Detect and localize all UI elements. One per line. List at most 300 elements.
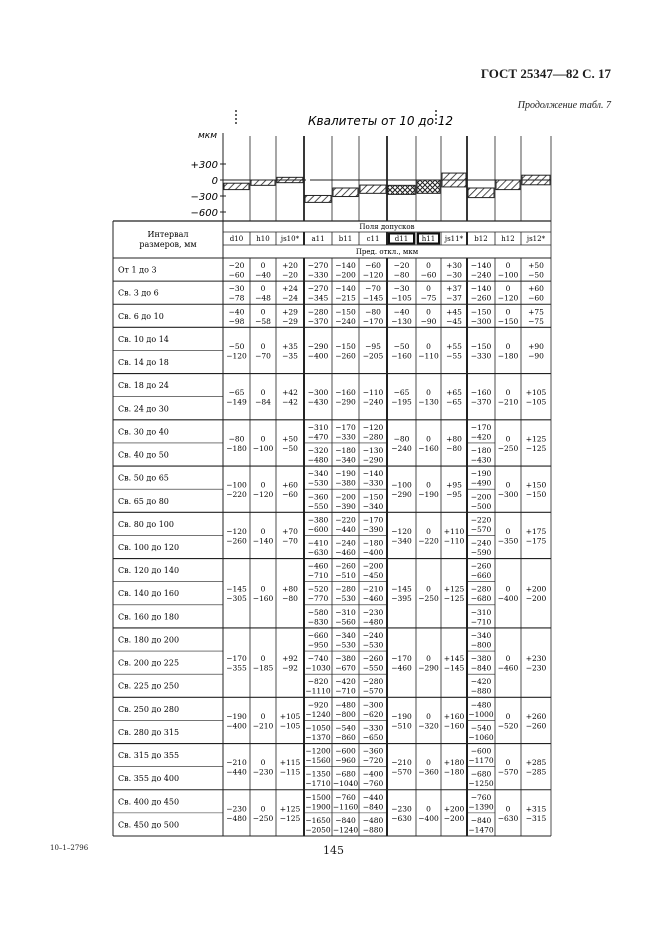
lower-deviation: −1240 — [305, 709, 331, 719]
size-interval: Св. 40 до 50 — [118, 450, 169, 460]
lower-deviation: −130 — [418, 397, 439, 407]
lower-deviation: −650 — [362, 732, 384, 742]
upper-deviation: −150 — [335, 341, 356, 351]
upper-deviation: −440 — [362, 792, 384, 802]
lower-deviation: −130 — [391, 316, 412, 326]
lower-deviation: −160 — [443, 721, 465, 731]
upper-deviation: −280 — [470, 584, 492, 594]
lower-deviation: −160 — [252, 594, 274, 604]
size-interval: Св. 355 до 400 — [118, 774, 180, 784]
lower-deviation: −1250 — [468, 779, 494, 789]
upper-deviation: −60 — [365, 261, 381, 271]
lower-deviation: −345 — [307, 293, 329, 303]
lower-deviation: −400 — [497, 594, 519, 604]
upper-deviation: +29 — [282, 307, 298, 317]
upper-deviation: 0 — [505, 526, 511, 536]
column-header-h11: h11 — [421, 235, 436, 243]
upper-deviation: −280 — [362, 677, 384, 687]
lower-deviation: −290 — [418, 663, 439, 673]
upper-deviation: −1200 — [305, 746, 331, 756]
lower-deviation: −1060 — [468, 732, 494, 742]
lower-deviation: −70 — [282, 536, 298, 546]
upper-deviation: −150 — [335, 307, 356, 317]
lower-deviation: −230 — [525, 663, 547, 673]
upper-deviation: +75 — [528, 307, 544, 317]
lower-deviation: −395 — [391, 594, 412, 604]
upper-deviation: +105 — [279, 711, 301, 721]
upper-deviation: −120 — [362, 422, 384, 432]
lower-deviation: −710 — [470, 617, 492, 627]
upper-deviation: −760 — [335, 792, 356, 802]
upper-deviation: −600 — [470, 746, 492, 756]
size-interval: Св. 180 до 200 — [118, 635, 180, 645]
lower-deviation: −770 — [307, 594, 329, 604]
lower-deviation: −20 — [282, 270, 298, 280]
upper-deviation: −140 — [362, 469, 384, 479]
upper-deviation: −280 — [335, 584, 356, 594]
upper-deviation: 0 — [426, 284, 431, 294]
upper-deviation: +45 — [446, 307, 462, 317]
lower-deviation: −450 — [362, 571, 384, 581]
upper-deviation: +42 — [282, 388, 298, 398]
upper-deviation: +145 — [443, 654, 465, 664]
column-header-a11: a11 — [311, 235, 325, 243]
upper-deviation: −220 — [470, 515, 492, 525]
upper-deviation: 0 — [260, 284, 266, 294]
lower-deviation: −1390 — [468, 802, 494, 812]
lower-deviation: −355 — [226, 663, 247, 673]
upper-deviation: −680 — [470, 769, 492, 779]
upper-deviation: −1350 — [305, 769, 331, 779]
upper-deviation: −660 — [307, 630, 329, 640]
upper-deviation: 0 — [505, 284, 511, 294]
lower-deviation: −100 — [252, 443, 274, 453]
lower-deviation: −230 — [252, 767, 274, 777]
size-interval: Св. 250 до 280 — [118, 704, 180, 714]
upper-deviation: −170 — [335, 422, 356, 432]
upper-deviation: 0 — [505, 434, 511, 444]
upper-deviation: −160 — [335, 388, 356, 398]
upper-deviation: +105 — [525, 388, 547, 398]
lower-deviation: −1470 — [468, 825, 494, 835]
upper-deviation: −540 — [470, 723, 492, 733]
lower-deviation: −105 — [525, 397, 547, 407]
size-interval: Св. 65 до 80 — [118, 496, 169, 506]
upper-deviation: −180 — [470, 446, 492, 456]
upper-deviation: −150 — [470, 341, 492, 351]
lower-deviation: −520 — [497, 721, 519, 731]
lower-deviation: −92 — [282, 663, 298, 673]
upper-deviation: −30 — [393, 284, 410, 294]
lower-deviation: −78 — [228, 293, 245, 303]
lower-deviation: −290 — [335, 397, 356, 407]
upper-deviation: −120 — [226, 526, 247, 536]
table-continuation-label: Продолжение табл. 7 — [517, 100, 611, 111]
upper-deviation: +115 — [279, 758, 301, 768]
upper-deviation: 0 — [260, 480, 266, 490]
lower-deviation: −630 — [497, 813, 519, 823]
upper-deviation: 0 — [426, 307, 431, 317]
lower-deviation: −390 — [362, 524, 384, 534]
lower-deviation: −1000 — [468, 709, 494, 719]
upper-deviation: +24 — [282, 284, 298, 294]
upper-deviation: −310 — [307, 422, 329, 432]
lower-deviation: −80 — [393, 270, 410, 280]
lower-deviation: −40 — [255, 270, 271, 280]
lower-deviation: −400 — [226, 721, 247, 731]
scale-label: −600 — [190, 208, 218, 219]
lower-deviation: −530 — [307, 478, 329, 488]
lower-deviation: −1370 — [305, 732, 331, 742]
upper-deviation: −520 — [307, 584, 329, 594]
upper-deviation: −230 — [362, 607, 384, 617]
size-interval: От 1 до 3 — [118, 265, 157, 275]
upper-deviation: −260 — [362, 654, 384, 664]
upper-deviation: −300 — [307, 388, 329, 398]
lower-deviation: −1240 — [332, 825, 359, 835]
upper-deviation: 0 — [505, 654, 511, 664]
lower-deviation: −680 — [470, 594, 492, 604]
upper-deviation: −70 — [365, 284, 381, 294]
lower-deviation: −180 — [226, 443, 247, 453]
lower-deviation: −80 — [282, 594, 298, 604]
upper-deviation: +175 — [525, 526, 547, 536]
lower-deviation: −2050 — [305, 825, 331, 835]
lower-deviation: −190 — [418, 490, 439, 500]
upper-deviation: −50 — [393, 341, 410, 351]
column-header-js11: js11* — [444, 235, 464, 243]
upper-deviation: −280 — [307, 307, 329, 317]
lower-deviation: −105 — [391, 293, 412, 303]
upper-deviation: −300 — [362, 700, 384, 710]
lower-deviation: −560 — [335, 617, 356, 627]
lower-deviation: −260 — [226, 536, 247, 546]
upper-deviation: 0 — [426, 654, 431, 664]
lower-deviation: −250 — [497, 443, 519, 453]
upper-deviation: +65 — [446, 388, 462, 398]
upper-deviation: +200 — [443, 804, 465, 814]
lower-deviation: −90 — [420, 316, 437, 326]
lower-deviation: −400 — [307, 351, 329, 361]
upper-deviation: −40 — [228, 307, 245, 317]
size-interval: Св. 30 до 40 — [118, 427, 169, 437]
column-header-d10: d10 — [229, 235, 244, 243]
upper-deviation: −80 — [365, 307, 381, 317]
upper-deviation: +35 — [282, 341, 298, 351]
upper-deviation: −330 — [362, 723, 384, 733]
lower-deviation: −150 — [525, 490, 547, 500]
upper-deviation: −140 — [470, 261, 492, 271]
lower-deviation: −1110 — [305, 686, 331, 696]
upper-deviation: −50 — [228, 341, 245, 351]
lower-deviation: −570 — [497, 767, 519, 777]
lower-deviation: −60 — [528, 293, 544, 303]
upper-deviation: −145 — [226, 584, 247, 594]
upper-deviation: 0 — [505, 711, 511, 721]
lower-deviation: −80 — [446, 443, 462, 453]
lower-deviation: −120 — [252, 490, 274, 500]
lower-deviation: −510 — [335, 571, 356, 581]
lower-deviation: −330 — [335, 432, 356, 442]
upper-deviation: −80 — [393, 434, 410, 444]
lower-deviation: −400 — [418, 813, 439, 823]
upper-deviation: 0 — [426, 341, 431, 351]
upper-deviation: −190 — [470, 469, 492, 479]
size-interval: Св. 140 до 160 — [118, 589, 180, 599]
lower-deviation: −460 — [362, 594, 384, 604]
upper-deviation: +92 — [282, 654, 298, 664]
lower-deviation: −105 — [279, 721, 301, 731]
lower-deviation: −330 — [362, 478, 384, 488]
upper-deviation: −190 — [335, 469, 356, 479]
upper-deviation: −480 — [362, 815, 384, 825]
lower-deviation: −1710 — [305, 779, 331, 789]
upper-deviation: −110 — [362, 388, 384, 398]
upper-deviation: +180 — [443, 758, 465, 768]
lower-deviation: −215 — [335, 293, 356, 303]
lower-deviation: −550 — [307, 501, 329, 511]
upper-deviation: −20 — [393, 261, 410, 271]
upper-deviation: +125 — [443, 584, 465, 594]
upper-deviation: −1650 — [305, 815, 331, 825]
lower-deviation: −370 — [307, 316, 329, 326]
size-interval: Св. 450 до 500 — [118, 820, 180, 830]
upper-deviation: −150 — [362, 492, 384, 502]
size-interval: Св. 6 до 10 — [118, 311, 164, 321]
lower-deviation: −250 — [252, 813, 274, 823]
upper-deviation: −360 — [362, 746, 384, 756]
upper-deviation: 0 — [426, 434, 431, 444]
lower-deviation: −70 — [255, 351, 271, 361]
upper-deviation: +80 — [282, 584, 298, 594]
lower-deviation: −58 — [255, 316, 271, 326]
lower-deviation: −420 — [470, 432, 492, 442]
upper-deviation: 0 — [260, 526, 266, 536]
lower-deviation: −110 — [443, 536, 465, 546]
lower-deviation: −950 — [307, 640, 329, 650]
lower-deviation: −1170 — [468, 756, 494, 766]
upper-deviation: +50 — [282, 434, 298, 444]
lower-deviation: −45 — [446, 316, 462, 326]
lower-deviation: −260 — [525, 721, 547, 731]
lower-deviation: −670 — [335, 663, 356, 673]
lower-deviation: −490 — [470, 478, 492, 488]
interval-header-line: размеров, мм — [139, 240, 197, 249]
upper-deviation: −140 — [335, 284, 356, 294]
column-header-c11: c11 — [366, 235, 380, 243]
upper-deviation: −230 — [226, 804, 247, 814]
lower-deviation: −330 — [470, 351, 492, 361]
print-code: 10–1–2796 — [50, 844, 89, 852]
lower-deviation: −1040 — [332, 779, 359, 789]
lower-deviation: −710 — [307, 571, 329, 581]
upper-deviation: −760 — [470, 792, 492, 802]
lower-deviation: −300 — [497, 490, 519, 500]
lower-deviation: −240 — [470, 270, 492, 280]
lower-deviation: −530 — [335, 594, 356, 604]
upper-deviation: 0 — [505, 584, 511, 594]
upper-deviation: +285 — [525, 758, 547, 768]
size-interval: Св. 160 до 180 — [118, 612, 180, 622]
upper-deviation: −920 — [307, 700, 329, 710]
upper-deviation: −170 — [226, 654, 247, 664]
upper-deviation: −130 — [362, 446, 384, 456]
upper-deviation: +260 — [525, 711, 547, 721]
column-header-js12: js12* — [526, 235, 546, 243]
upper-deviation: −290 — [307, 341, 329, 351]
lower-deviation: −200 — [443, 813, 465, 823]
lower-deviation: −400 — [362, 548, 384, 557]
lower-deviation: −140 — [252, 536, 274, 546]
upper-deviation: 0 — [260, 261, 266, 271]
lower-deviation: −65 — [446, 397, 462, 407]
lower-deviation: −600 — [307, 524, 329, 534]
lower-deviation: −1160 — [332, 802, 359, 812]
lower-deviation: −880 — [362, 825, 384, 835]
lower-deviation: −480 — [307, 455, 329, 465]
lower-deviation: −1030 — [305, 663, 331, 673]
upper-deviation: 0 — [505, 261, 511, 271]
lower-deviation: −570 — [362, 686, 384, 696]
lower-deviation: −350 — [497, 536, 519, 546]
upper-deviation: +95 — [446, 480, 462, 490]
upper-deviation: −210 — [226, 758, 247, 768]
upper-deviation: −360 — [307, 492, 329, 502]
upper-deviation: −840 — [470, 815, 492, 825]
lower-deviation: −260 — [335, 351, 356, 361]
lower-deviation: −300 — [470, 316, 492, 326]
upper-deviation: −100 — [226, 480, 247, 490]
lower-deviation: −260 — [470, 293, 492, 303]
lower-deviation: −220 — [226, 490, 247, 500]
size-interval: Св. 50 до 65 — [118, 473, 169, 483]
lower-deviation: −570 — [391, 767, 412, 777]
upper-deviation: −170 — [470, 422, 492, 432]
lower-deviation: −430 — [470, 455, 492, 465]
upper-deviation: −240 — [362, 630, 384, 640]
lower-deviation: −830 — [307, 617, 329, 627]
upper-deviation: 0 — [505, 480, 511, 490]
upper-deviation: −230 — [391, 804, 412, 814]
upper-deviation: 0 — [260, 584, 266, 594]
upper-deviation: +125 — [279, 804, 301, 814]
lower-deviation: −195 — [391, 397, 412, 407]
upper-deviation: −200 — [335, 492, 356, 502]
lower-deviation: −710 — [335, 686, 356, 696]
lower-deviation: −120 — [362, 270, 384, 280]
lower-deviation: −800 — [470, 640, 492, 650]
lower-deviation: −200 — [525, 594, 547, 604]
deviation-header: Пред. откл., мкм — [355, 248, 419, 256]
lower-deviation: −460 — [497, 663, 519, 673]
lower-deviation: −60 — [420, 270, 437, 280]
upper-deviation: +200 — [525, 584, 547, 594]
upper-deviation: 0 — [260, 758, 266, 768]
scale-label: +300 — [190, 160, 218, 171]
lower-deviation: −340 — [335, 455, 356, 465]
lower-deviation: −24 — [282, 293, 298, 303]
upper-deviation: 0 — [505, 758, 511, 768]
lower-deviation: −340 — [391, 536, 412, 546]
standard-number: ГОСТ 25347—82 С. 17 — [480, 66, 611, 81]
upper-deviation: −1050 — [305, 723, 331, 733]
lower-deviation: −160 — [418, 443, 439, 453]
scale-label: 0 — [211, 176, 218, 187]
upper-deviation: −260 — [335, 561, 356, 571]
upper-deviation: −340 — [470, 630, 492, 640]
lower-deviation: −760 — [362, 779, 384, 789]
upper-deviation: +30 — [446, 261, 462, 271]
lower-deviation: −660 — [470, 571, 492, 581]
lower-deviation: −48 — [255, 293, 271, 303]
lower-deviation: −210 — [252, 721, 274, 731]
upper-deviation: −1500 — [305, 792, 331, 802]
lower-deviation: −205 — [362, 351, 384, 361]
lower-deviation: −360 — [418, 767, 439, 777]
lower-deviation: −110 — [418, 351, 439, 361]
upper-deviation: 0 — [426, 758, 431, 768]
upper-deviation: −170 — [391, 654, 412, 664]
column-header-d11: d11 — [394, 235, 409, 243]
upper-deviation: −30 — [228, 284, 245, 294]
upper-deviation: +37 — [446, 284, 462, 294]
lower-deviation: −150 — [497, 316, 519, 326]
upper-deviation: 0 — [505, 307, 511, 317]
upper-deviation: +90 — [528, 341, 544, 351]
lower-deviation: −630 — [391, 813, 412, 823]
upper-deviation: −820 — [307, 677, 329, 687]
lower-deviation: −510 — [391, 721, 412, 731]
lower-deviation: −570 — [470, 524, 492, 534]
lower-deviation: −55 — [446, 351, 462, 361]
upper-deviation: −140 — [470, 284, 492, 294]
lower-deviation: −75 — [528, 316, 544, 326]
lower-deviation: −60 — [228, 270, 245, 280]
upper-deviation: 0 — [505, 341, 511, 351]
lower-deviation: −530 — [362, 640, 384, 650]
upper-deviation: −210 — [362, 584, 384, 594]
lower-deviation: −1900 — [305, 802, 331, 812]
lower-deviation: −590 — [470, 548, 492, 557]
lower-deviation: −37 — [446, 293, 462, 303]
lower-deviation: −390 — [335, 501, 356, 511]
upper-deviation: −420 — [470, 677, 492, 687]
lower-deviation: −315 — [525, 813, 547, 823]
lower-deviation: −470 — [307, 432, 329, 442]
lower-deviation: −620 — [362, 709, 384, 719]
upper-deviation: +150 — [525, 480, 547, 490]
lower-deviation: −125 — [279, 813, 301, 823]
upper-deviation: +125 — [525, 434, 547, 444]
upper-deviation: −580 — [307, 607, 329, 617]
upper-deviation: 0 — [260, 307, 266, 317]
lower-deviation: −250 — [418, 594, 439, 604]
lower-deviation: −460 — [335, 548, 356, 557]
lower-deviation: −840 — [362, 802, 384, 812]
upper-deviation: +160 — [443, 711, 465, 721]
size-interval: Св. 400 до 450 — [118, 797, 180, 807]
upper-deviation: −190 — [226, 711, 247, 721]
upper-deviation: −240 — [470, 538, 492, 548]
interval-header-line: Интервал — [147, 230, 189, 239]
size-interval: Св. 14 до 18 — [118, 358, 169, 368]
upper-deviation: −140 — [335, 261, 356, 271]
size-interval: Св. 200 до 225 — [118, 658, 180, 668]
lower-deviation: −720 — [362, 756, 384, 766]
upper-deviation: −65 — [393, 388, 410, 398]
upper-deviation: +50 — [528, 261, 544, 271]
size-interval: Св. 18 до 24 — [118, 381, 169, 391]
